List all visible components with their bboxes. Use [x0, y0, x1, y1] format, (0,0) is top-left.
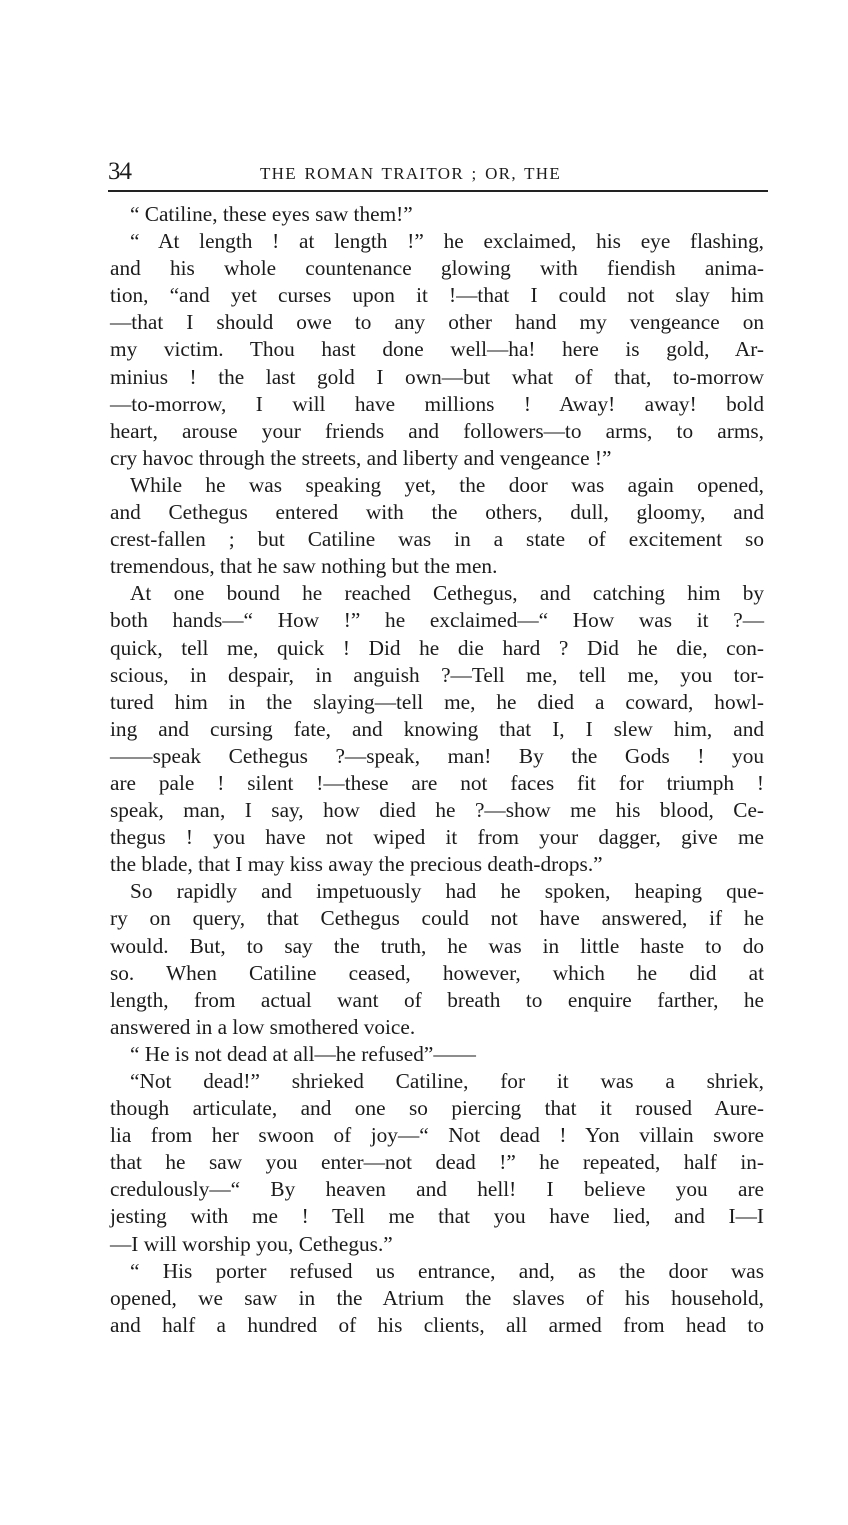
text-line: crest-fallen ; but Catiline was in a state of excitement so — [110, 527, 764, 552]
page-number: 34 — [108, 158, 131, 185]
text-line: So rapidly and impetuously had he spoken, heaping que- — [130, 879, 764, 904]
text-line: While he was speaking yet, the door was again opened, — [130, 472, 764, 497]
text-line: tion, “and yet curses upon it !—that I could not slay him — [110, 283, 764, 308]
text-line: both hands—“ How !” he exclaimed—“ How was it ?— — [110, 608, 764, 633]
text-line: thegus ! you have not wiped it from your dagger, give me — [110, 825, 764, 850]
text-line: At one bound he reached Cethegus, and catching him by — [130, 581, 764, 606]
header-rule — [108, 190, 768, 192]
text-line: ry on query, that Cethegus could not have answered, if he — [110, 906, 764, 931]
text-line: tured him in the slaying—tell me, he died a coward, howl- — [110, 689, 764, 714]
text-line: my victim. Thou hast done well—ha! here is gold, Ar- — [110, 337, 764, 362]
text-line: tremendous, that he saw nothing but the men. — [110, 554, 498, 579]
text-line: lia from her swoon of joy—“ Not dead ! Yon villain swore — [110, 1123, 764, 1148]
text-line: the blade, that I may kiss away the precious death-drops.” — [110, 852, 603, 877]
text-line: quick, tell me, quick ! Did he die hard ? Did he die, con- — [110, 635, 764, 660]
running-title: THE ROMAN TRAITOR ; OR, THE — [260, 164, 562, 183]
text-line: “Not dead!” shrieked Catiline, for it was a shriek, — [130, 1069, 764, 1093]
text-line: so. When Catiline ceased, however, which he did at — [110, 960, 764, 985]
text-line: and half a hundred of his clients, all armed from head to — [110, 1312, 764, 1337]
page-header — [108, 158, 768, 188]
text-line: “ Catiline, these eyes saw them!” — [130, 202, 413, 226]
text-line: heart, arouse your friends and followers—to arms, to arms, — [110, 418, 764, 443]
text-line: ——speak Cethegus ?—speak, man! By the Gods ! you — [110, 743, 764, 768]
text-line: —I will worship you, Cethegus.” — [110, 1231, 393, 1256]
text-line: —to-morrow, I will have millions ! Away! away! bold — [110, 391, 764, 416]
text-line: scious, in despair, in anguish ?—Tell me, tell me, you tor- — [110, 662, 764, 687]
text-line: are pale ! silent !—these are not faces fit for triumph ! — [110, 770, 764, 795]
text-line: ing and cursing fate, and knowing that I, I slew him, and — [110, 716, 764, 741]
text-line: —that I should owe to any other hand my vengeance on — [110, 310, 764, 335]
text-line: though articulate, and one so piercing that it roused Aure- — [110, 1096, 764, 1121]
text-line: and his whole countenance glowing with fiendish anima- — [110, 256, 764, 281]
body-text — [110, 201, 764, 1339]
text-line: length, from actual want of breath to enquire farther, he — [110, 987, 764, 1012]
text-line: “ He is not dead at all—he refused”—— — [130, 1041, 476, 1066]
text-line: opened, we saw in the Atrium the slaves of his household, — [110, 1285, 764, 1310]
text-line: credulously—“ By heaven and hell! I believe you are — [110, 1177, 764, 1202]
text-line: minius ! the last gold I own—but what of that, to-morrow — [110, 364, 764, 389]
text-line: “ His porter refused us entrance, and, as the door was — [130, 1258, 764, 1283]
text-line: that he saw you enter—not dead !” he repeated, half in- — [110, 1150, 764, 1175]
text-line: answered in a low smothered voice. — [110, 1014, 416, 1039]
text-line: jesting with me ! Tell me that you have lied, and I—I — [110, 1204, 764, 1229]
text-line: and Cethegus entered with the others, dull, gloomy, and — [110, 500, 764, 525]
text-line: “ At length ! at length !” he exclaimed, his eye flashing, — [130, 229, 764, 254]
text-line: speak, man, I say, how died he ?—show me his blood, Ce- — [110, 798, 764, 823]
text-line: cry havoc through the streets, and liberty and vengeance !” — [110, 445, 612, 470]
text-line: would. But, to say the truth, he was in little haste to do — [110, 933, 764, 958]
